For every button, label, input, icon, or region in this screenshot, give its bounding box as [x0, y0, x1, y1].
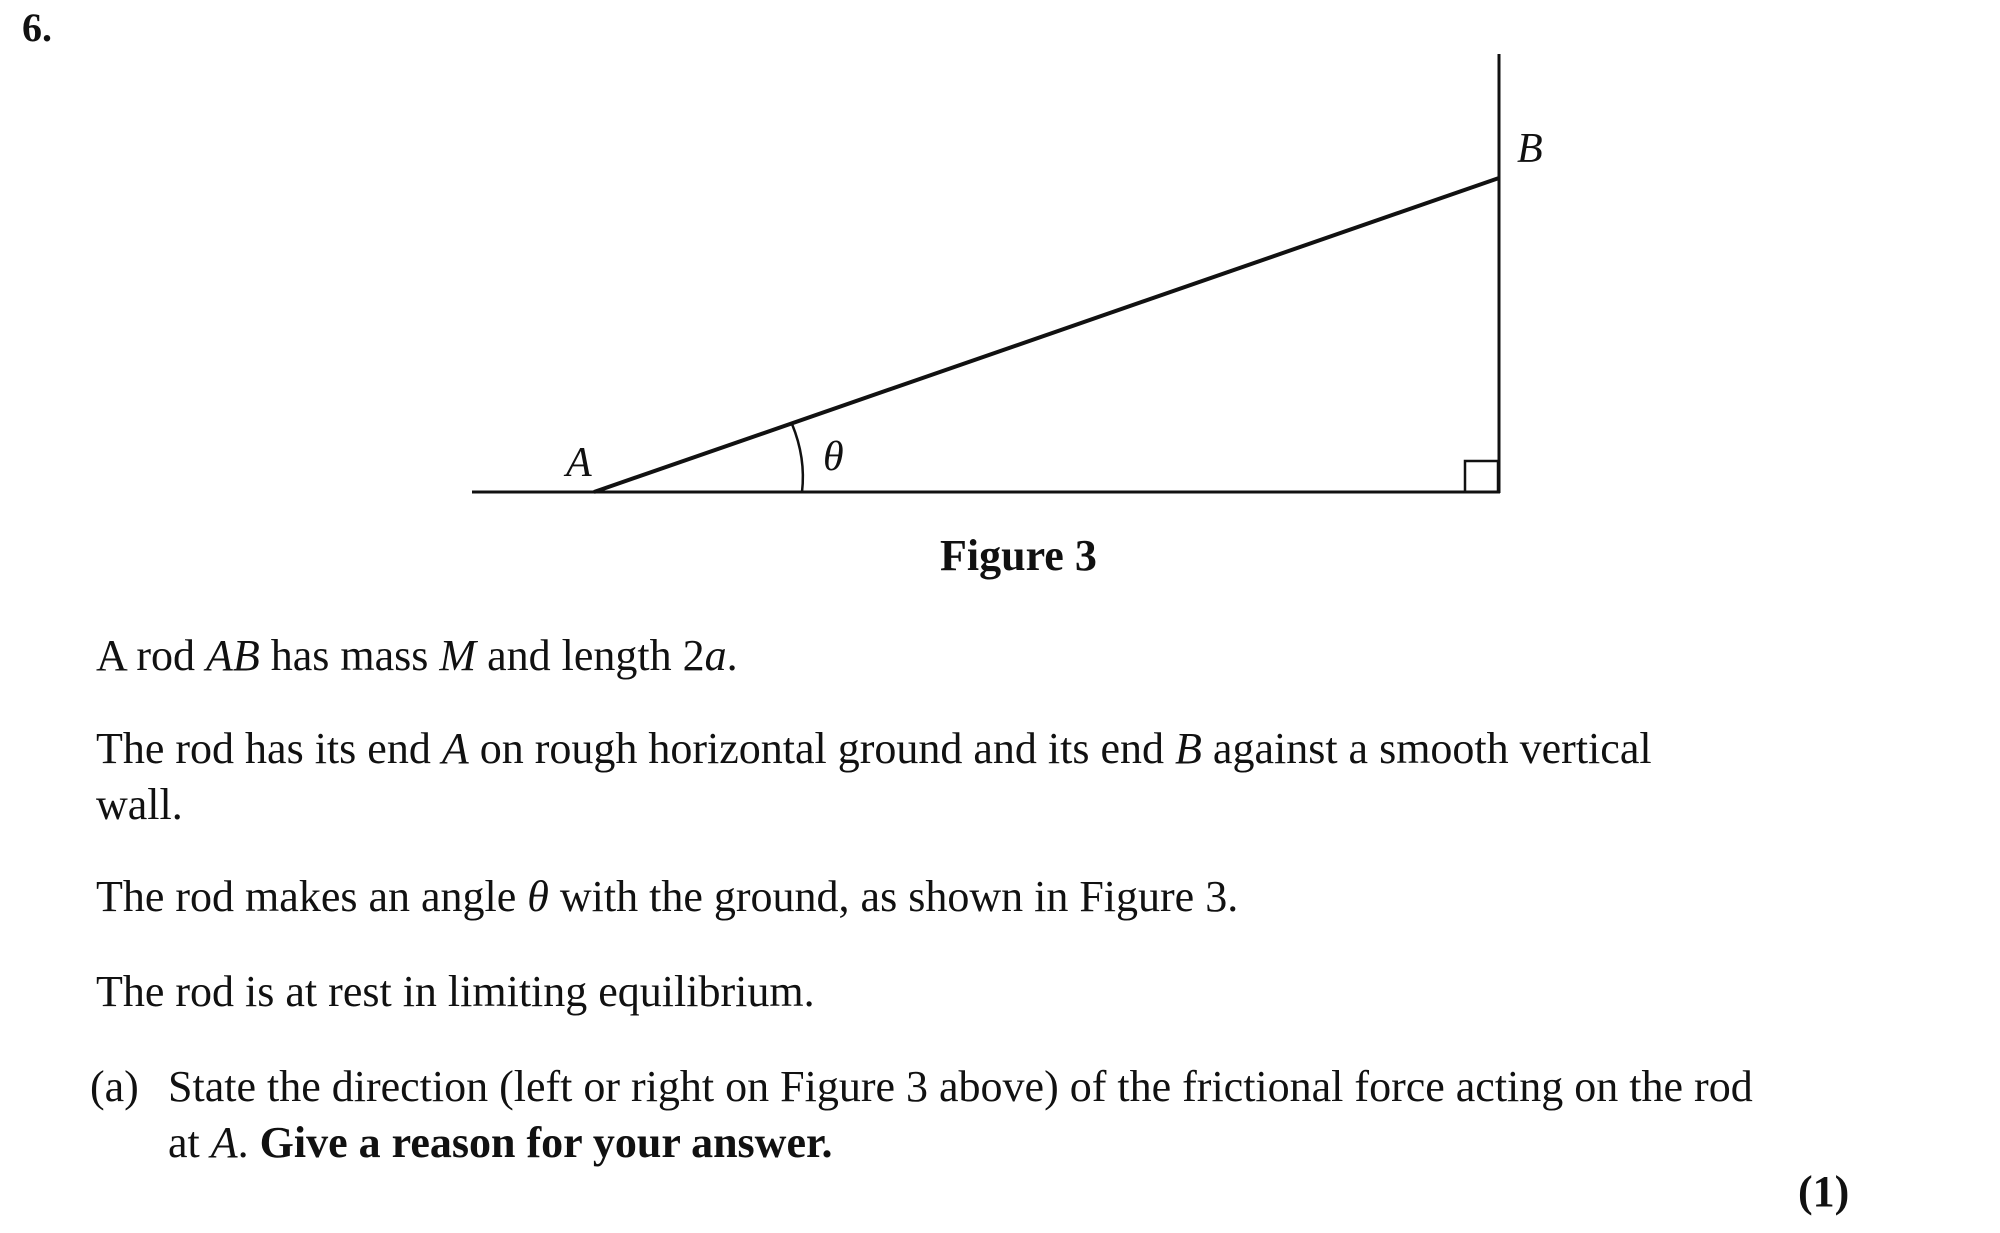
angle-arc	[792, 424, 803, 492]
text: A rod	[96, 631, 206, 680]
text: State the direction (left or right on Figure 3 above) of the frictional force acting on the rod at	[168, 1062, 1753, 1167]
text: has mass	[259, 631, 440, 680]
text: .	[726, 631, 738, 680]
text: The rod makes an angle	[96, 872, 528, 921]
instruction-bold: Give a reason for your answer.	[259, 1118, 833, 1167]
marks-part-a: (1)	[1798, 1167, 1850, 1216]
var-ab: AB	[206, 631, 260, 680]
question-number: 6.	[22, 5, 52, 50]
label-b: B	[1517, 126, 1543, 172]
right-angle-marker	[1465, 461, 1498, 492]
paragraph-angle	[96, 869, 1238, 925]
text: and length 2	[476, 631, 705, 680]
var-b-end: B	[1175, 724, 1202, 773]
var-a-end: A	[441, 724, 469, 773]
var-m: M	[439, 631, 477, 680]
text: against a smooth vertical wall.	[96, 724, 1652, 829]
var-a-point: A	[210, 1118, 238, 1167]
text: The rod has its end	[96, 724, 442, 773]
var-a: a	[704, 631, 727, 680]
rod-ab	[594, 178, 1499, 492]
text: .	[237, 1118, 260, 1167]
paragraph-rod-mass	[96, 628, 738, 684]
part-a-text	[168, 1059, 1768, 1171]
figure-caption: Figure 3	[940, 531, 1097, 580]
text: with the ground, as shown in Figure 3.	[548, 872, 1239, 921]
label-a: A	[566, 440, 592, 486]
paragraph-equilibrium	[96, 964, 815, 1020]
paragraph-rod-position	[96, 721, 1656, 833]
text: The rod is at rest in limiting equilibrium.	[96, 967, 815, 1016]
var-theta: θ	[527, 872, 549, 921]
text: on rough horizontal ground and its end	[468, 724, 1176, 773]
part-a-label: (a)	[90, 1062, 139, 1111]
label-theta: θ	[823, 434, 844, 480]
